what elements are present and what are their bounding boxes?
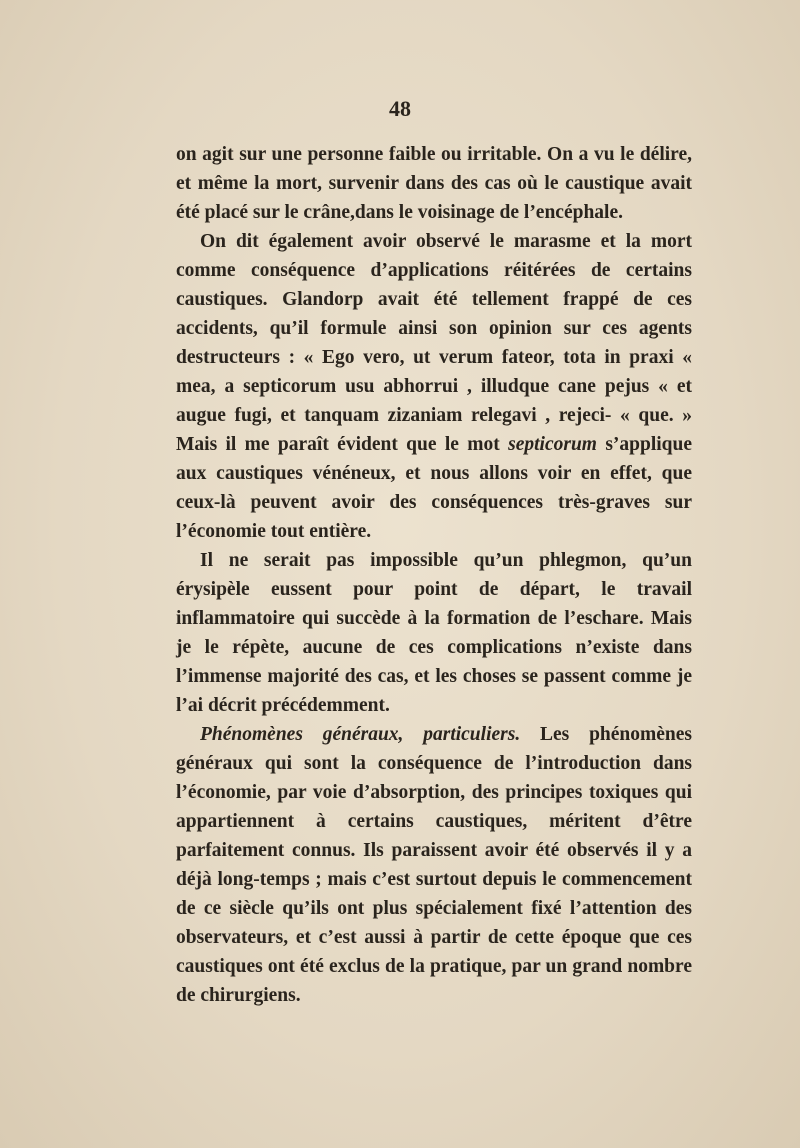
paragraph-3-text: Il ne serait pas impossible qu’un phlegmon, qu’un érysipèle eussent pour point de départ, le travail inflammatoire qui succède à la formation de l’eschare. Mais je le répète, aucune de ces complications n’existe dans l’immense majorité des cas, et les choses se passent comme je l’ai décrit précédemment. <box>176 550 692 716</box>
body-text <box>176 140 692 1010</box>
paragraph-2 <box>176 227 692 546</box>
paragraph-4 <box>176 720 692 1010</box>
page-number: 48 <box>389 96 411 121</box>
paragraph-2-text: On dit également avoir observé le marasme et la mort comme conséquence d’applications réitérées de certains caustiques. Glandorp avait été tellement frappé de ces accidents, qu’il formule ainsi son opinion sur ces agents destructeurs : « Ego vero, ut verum fateor, tota in praxi « mea, a septicorum usu abhorrui , illudque cane pejus « et augue fugi, et tanquam zizaniam relegavi , rejeci- « que. » Mais il me paraît évident que le mot <box>176 231 692 455</box>
paragraph-2-text-after: s’applique aux caustiques vénéneux, et nous allons voir en effet, que ceux-là peuvent avoir des conséquences très-graves sur l’économie tout entière. <box>176 434 693 542</box>
paragraph-1-text: on agit sur une personne faible ou irritable. On a vu le délire, et même la mort, survenir dans des cas où le caustique avait été placé sur le crâne,dans le voisinage de l’encéphale. <box>176 144 692 223</box>
paragraph-1 <box>176 140 692 227</box>
paragraph-4-text: Les phénomènes généraux qui sont la conséquence de l’introduction dans l’économie, par voie d’absorption, des principes toxiques qui appartiennent à certains caustiques, méritent d’être parfaitement connus. Ils paraissent avoir été observés il y a déjà long-temps ; mais c’est surtout depuis le commencement de ce siècle qu’ils ont plus spécialement fixé l’attention des observateurs, et c’est aussi à partir de cette époque que ces caustiques ont été exclus de la pratique, par un grand nombre de chirurgiens. <box>176 724 692 1006</box>
section-heading: Phénomènes généraux, particuliers. <box>200 724 521 745</box>
paragraph-2-italic-word: septicorum <box>508 434 597 455</box>
paragraph-3 <box>176 546 692 720</box>
